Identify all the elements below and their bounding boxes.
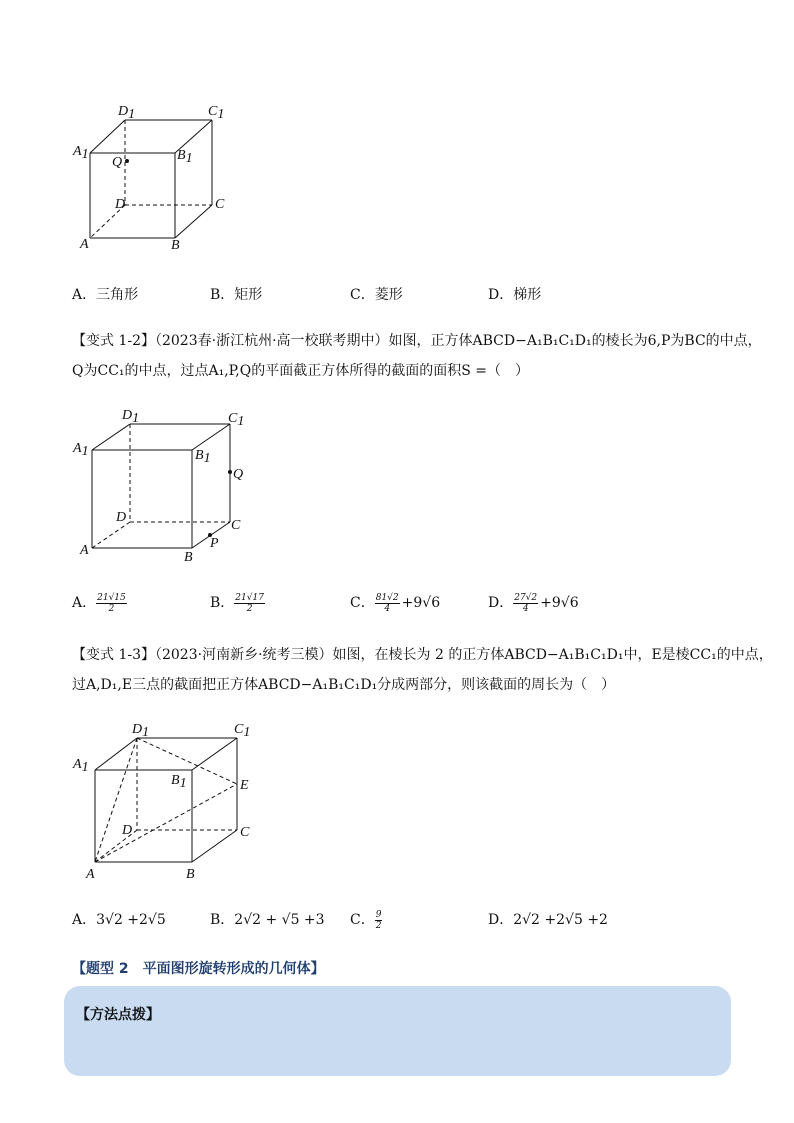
point-q-dot: [125, 159, 129, 163]
label-b1: B1: [171, 773, 187, 791]
label-d: D: [122, 823, 133, 838]
question-variant-1-3: [72, 640, 773, 700]
label-e: E: [240, 778, 249, 793]
label-c: C: [231, 518, 241, 533]
label-a: A: [80, 543, 89, 558]
q1-choices: [72, 284, 732, 306]
label-a1: A1: [73, 757, 89, 775]
label-c1: C1: [234, 722, 251, 740]
label-d1: D1: [122, 408, 140, 426]
label-d1: D1: [132, 722, 150, 740]
q3-choice-b[interactable]: B．2√2 + √5 +3: [210, 912, 325, 928]
label-b: B: [171, 238, 180, 253]
label-q: Q: [233, 467, 244, 482]
q3-choice-d[interactable]: D．2√2 +2√5 +2: [488, 912, 608, 928]
label-c: C: [240, 825, 250, 840]
label-a1: A1: [73, 144, 89, 162]
label-c1: C1: [228, 411, 245, 429]
cube-figure-1: [70, 98, 240, 258]
label-b: B: [186, 867, 195, 882]
label-a1: A1: [73, 441, 89, 459]
q2-line-1: 【变式 1-2】（2023春·浙江杭州·高一校联考期中）如图，正方体ABCD−A₁B₁C₁D₁的棱长为6,P为BC的中点，: [72, 333, 762, 349]
q1-choice-c[interactable]: C．菱形: [350, 287, 403, 303]
label-q: Q: [112, 155, 123, 170]
q2-line-2: Q为CC₁的中点，过点A₁,P,Q的平面截正方体所得的截面的面积S =（ ）: [72, 363, 529, 379]
label-d: D: [116, 510, 127, 525]
q2-choice-c[interactable]: C． $\frac{81√2}{4}$ +9√6: [350, 592, 441, 614]
point-q-dot: [228, 470, 232, 474]
label-p: P: [210, 536, 219, 551]
q2-choice-d[interactable]: D． $\frac{27√2}{4}$ +9√6: [488, 592, 579, 614]
label-b1: B1: [195, 448, 211, 466]
label-d1: D1: [118, 104, 136, 122]
label-d: D: [115, 197, 126, 212]
label-c: C: [215, 197, 225, 212]
q3-line-2: 过A,D₁,E三点的截面把正方体ABCD−A₁B₁C₁D₁分成两部分，则该截面的周长为（ ）: [72, 677, 616, 693]
q1-choice-d[interactable]: D．梯形: [488, 287, 542, 303]
question-variant-1-2: [72, 326, 762, 386]
q3-choices: [72, 909, 732, 931]
label-b: B: [184, 550, 193, 565]
label-c1: C1: [208, 104, 225, 122]
q1-choice-a[interactable]: A．三角形: [72, 287, 139, 303]
q3-line-1: 【变式 1-3】（2023·河南新乡·统考三模）如图，在棱长为 2 的正方体ABCD−A₁B₁C₁D₁中，E是棱CC₁的中点，: [72, 647, 773, 663]
cube-figure-2: [70, 402, 260, 567]
q2-choice-b[interactable]: B． $\frac{21√17}{2}$: [210, 592, 264, 614]
q3-choice-c[interactable]: C． $\frac{9}{2}$: [350, 909, 382, 931]
method-title: 【方法点拨】: [76, 1007, 160, 1023]
q2-choices: [72, 592, 732, 614]
cube-figure-3: [70, 712, 260, 884]
label-b1: B1: [177, 148, 193, 166]
q2-choice-a[interactable]: A． $\frac{21√15}{2}$: [72, 592, 126, 614]
section-title: 【题型 2 平面图形旋转形成的几何体】: [72, 961, 325, 977]
q1-choice-b[interactable]: B．矩形: [210, 287, 263, 303]
label-a: A: [80, 237, 89, 252]
q3-choice-a[interactable]: A．3√2 +2√5: [72, 912, 166, 928]
method-box: [64, 986, 731, 1076]
label-a: A: [86, 867, 95, 882]
